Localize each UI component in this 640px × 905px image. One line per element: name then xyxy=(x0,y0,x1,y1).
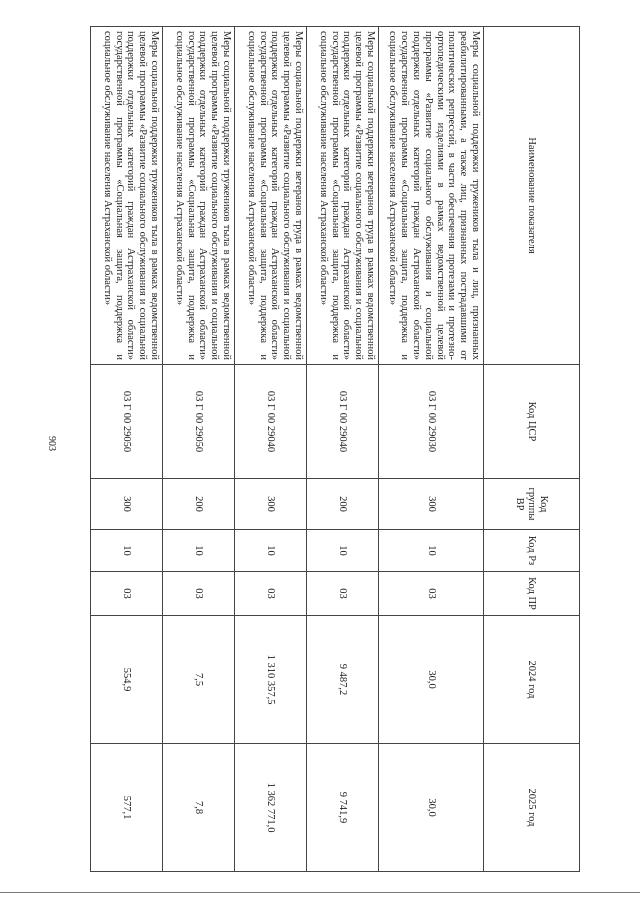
header-rz: Код Рз xyxy=(484,530,580,572)
header-2024: 2024 год xyxy=(484,616,580,744)
cell-pr: 03 xyxy=(307,572,379,616)
table-row xyxy=(91,27,163,872)
cell-2025: 9 741,9 xyxy=(307,744,379,872)
cell-name: Меры социальной поддержки ветеранов труда в рамках ведомственной целевой программы «Развитие социального обслуживания и социальной поддержки отдельных категорий граждан Астраханской области» государственной программы «Социальная защита, поддержка и социальное обслуживание населения Астраханской области» xyxy=(307,27,379,365)
cell-pr: 03 xyxy=(91,572,163,616)
cell-rz: 10 xyxy=(307,530,379,572)
cell-csr: 03 Г 00 29030 xyxy=(379,365,484,479)
cell-2025: 7,8 xyxy=(163,744,235,872)
cell-vr: 300 xyxy=(235,479,307,530)
cell-name: Меры социальной поддержки тружеников тыла в рамках ведомственной целевой программы «Развитие социального обслуживания и социальной поддержки отдельных категорий граждан Астраханской области» государственной программы «Социальная защита, поддержка и социальное обслуживание населения Астраханской области» xyxy=(163,27,235,365)
cell-2024: 1 310 357,5 xyxy=(235,616,307,744)
cell-2024: 30,0 xyxy=(379,616,484,744)
table-row xyxy=(235,27,307,872)
header-name: Наименование показателя xyxy=(484,27,580,365)
cell-rz: 10 xyxy=(235,530,307,572)
cell-2024: 9 487,2 xyxy=(307,616,379,744)
cell-name: Меры социальной поддержки тружеников тыла и лиц, признанных реабилитированными, а также лиц, признанных пострадавшими от политических репрессий, в части обеспечения протезами и протезно-ортопедическими изделиями в рамках ведомственной целевой программы «Развитие социального обслуживания и социальной поддержки отдельных категорий граждан Астраханской области» государственной программы «Социальная защита, поддержка и социальное обслуживание населения Астраханской области» xyxy=(379,27,484,365)
cell-csr: 03 Г 00 29040 xyxy=(307,365,379,479)
header-row xyxy=(484,27,580,872)
page-number: 903 xyxy=(46,436,57,451)
cell-2024: 7,5 xyxy=(163,616,235,744)
cell-name: Меры социальной поддержки тружеников тыла в рамках ведомственной целевой программы «Развитие социального обслуживания и социальной поддержки отдельных категорий граждан Астраханской области» государственной программы «Социальная защита, поддержка и социальное обслуживание населения Астраханской области» xyxy=(91,27,163,365)
cell-pr: 03 xyxy=(163,572,235,616)
cell-vr: 200 xyxy=(307,479,379,530)
table-row xyxy=(379,27,484,872)
rotated-table-wrapper xyxy=(95,26,580,871)
cell-rz: 10 xyxy=(163,530,235,572)
header-2025: 2025 год xyxy=(484,744,580,872)
header-pr: Код ПР xyxy=(484,572,580,616)
cell-name: Меры социальной поддержки ветеранов труда в рамках ведомственной целевой программы «Развитие социального обслуживания и социальной поддержки отдельных категорий граждан Астраханской области» государственной программы «Социальная защита, поддержка и социальное обслуживание населения Астраханской области» xyxy=(235,27,307,365)
cell-2025: 1 362 771,0 xyxy=(235,744,307,872)
header-vr: Код группы ВР xyxy=(484,479,580,530)
cell-rz: 10 xyxy=(379,530,484,572)
scan-edge-line xyxy=(0,892,640,893)
cell-2024: 554,9 xyxy=(91,616,163,744)
cell-csr: 03 Г 00 29050 xyxy=(91,365,163,479)
cell-vr: 300 xyxy=(91,479,163,530)
cell-pr: 03 xyxy=(379,572,484,616)
table-row xyxy=(163,27,235,872)
cell-rz: 10 xyxy=(91,530,163,572)
cell-2025: 30,0 xyxy=(379,744,484,872)
budget-table xyxy=(90,26,580,872)
cell-csr: 03 Г 00 29040 xyxy=(235,365,307,479)
cell-csr: 03 Г 00 29050 xyxy=(163,365,235,479)
table-row xyxy=(307,27,379,872)
cell-vr: 300 xyxy=(379,479,484,530)
cell-pr: 03 xyxy=(235,572,307,616)
cell-vr: 200 xyxy=(163,479,235,530)
header-csr: Код ЦСР xyxy=(484,365,580,479)
cell-2025: 577,1 xyxy=(91,744,163,872)
